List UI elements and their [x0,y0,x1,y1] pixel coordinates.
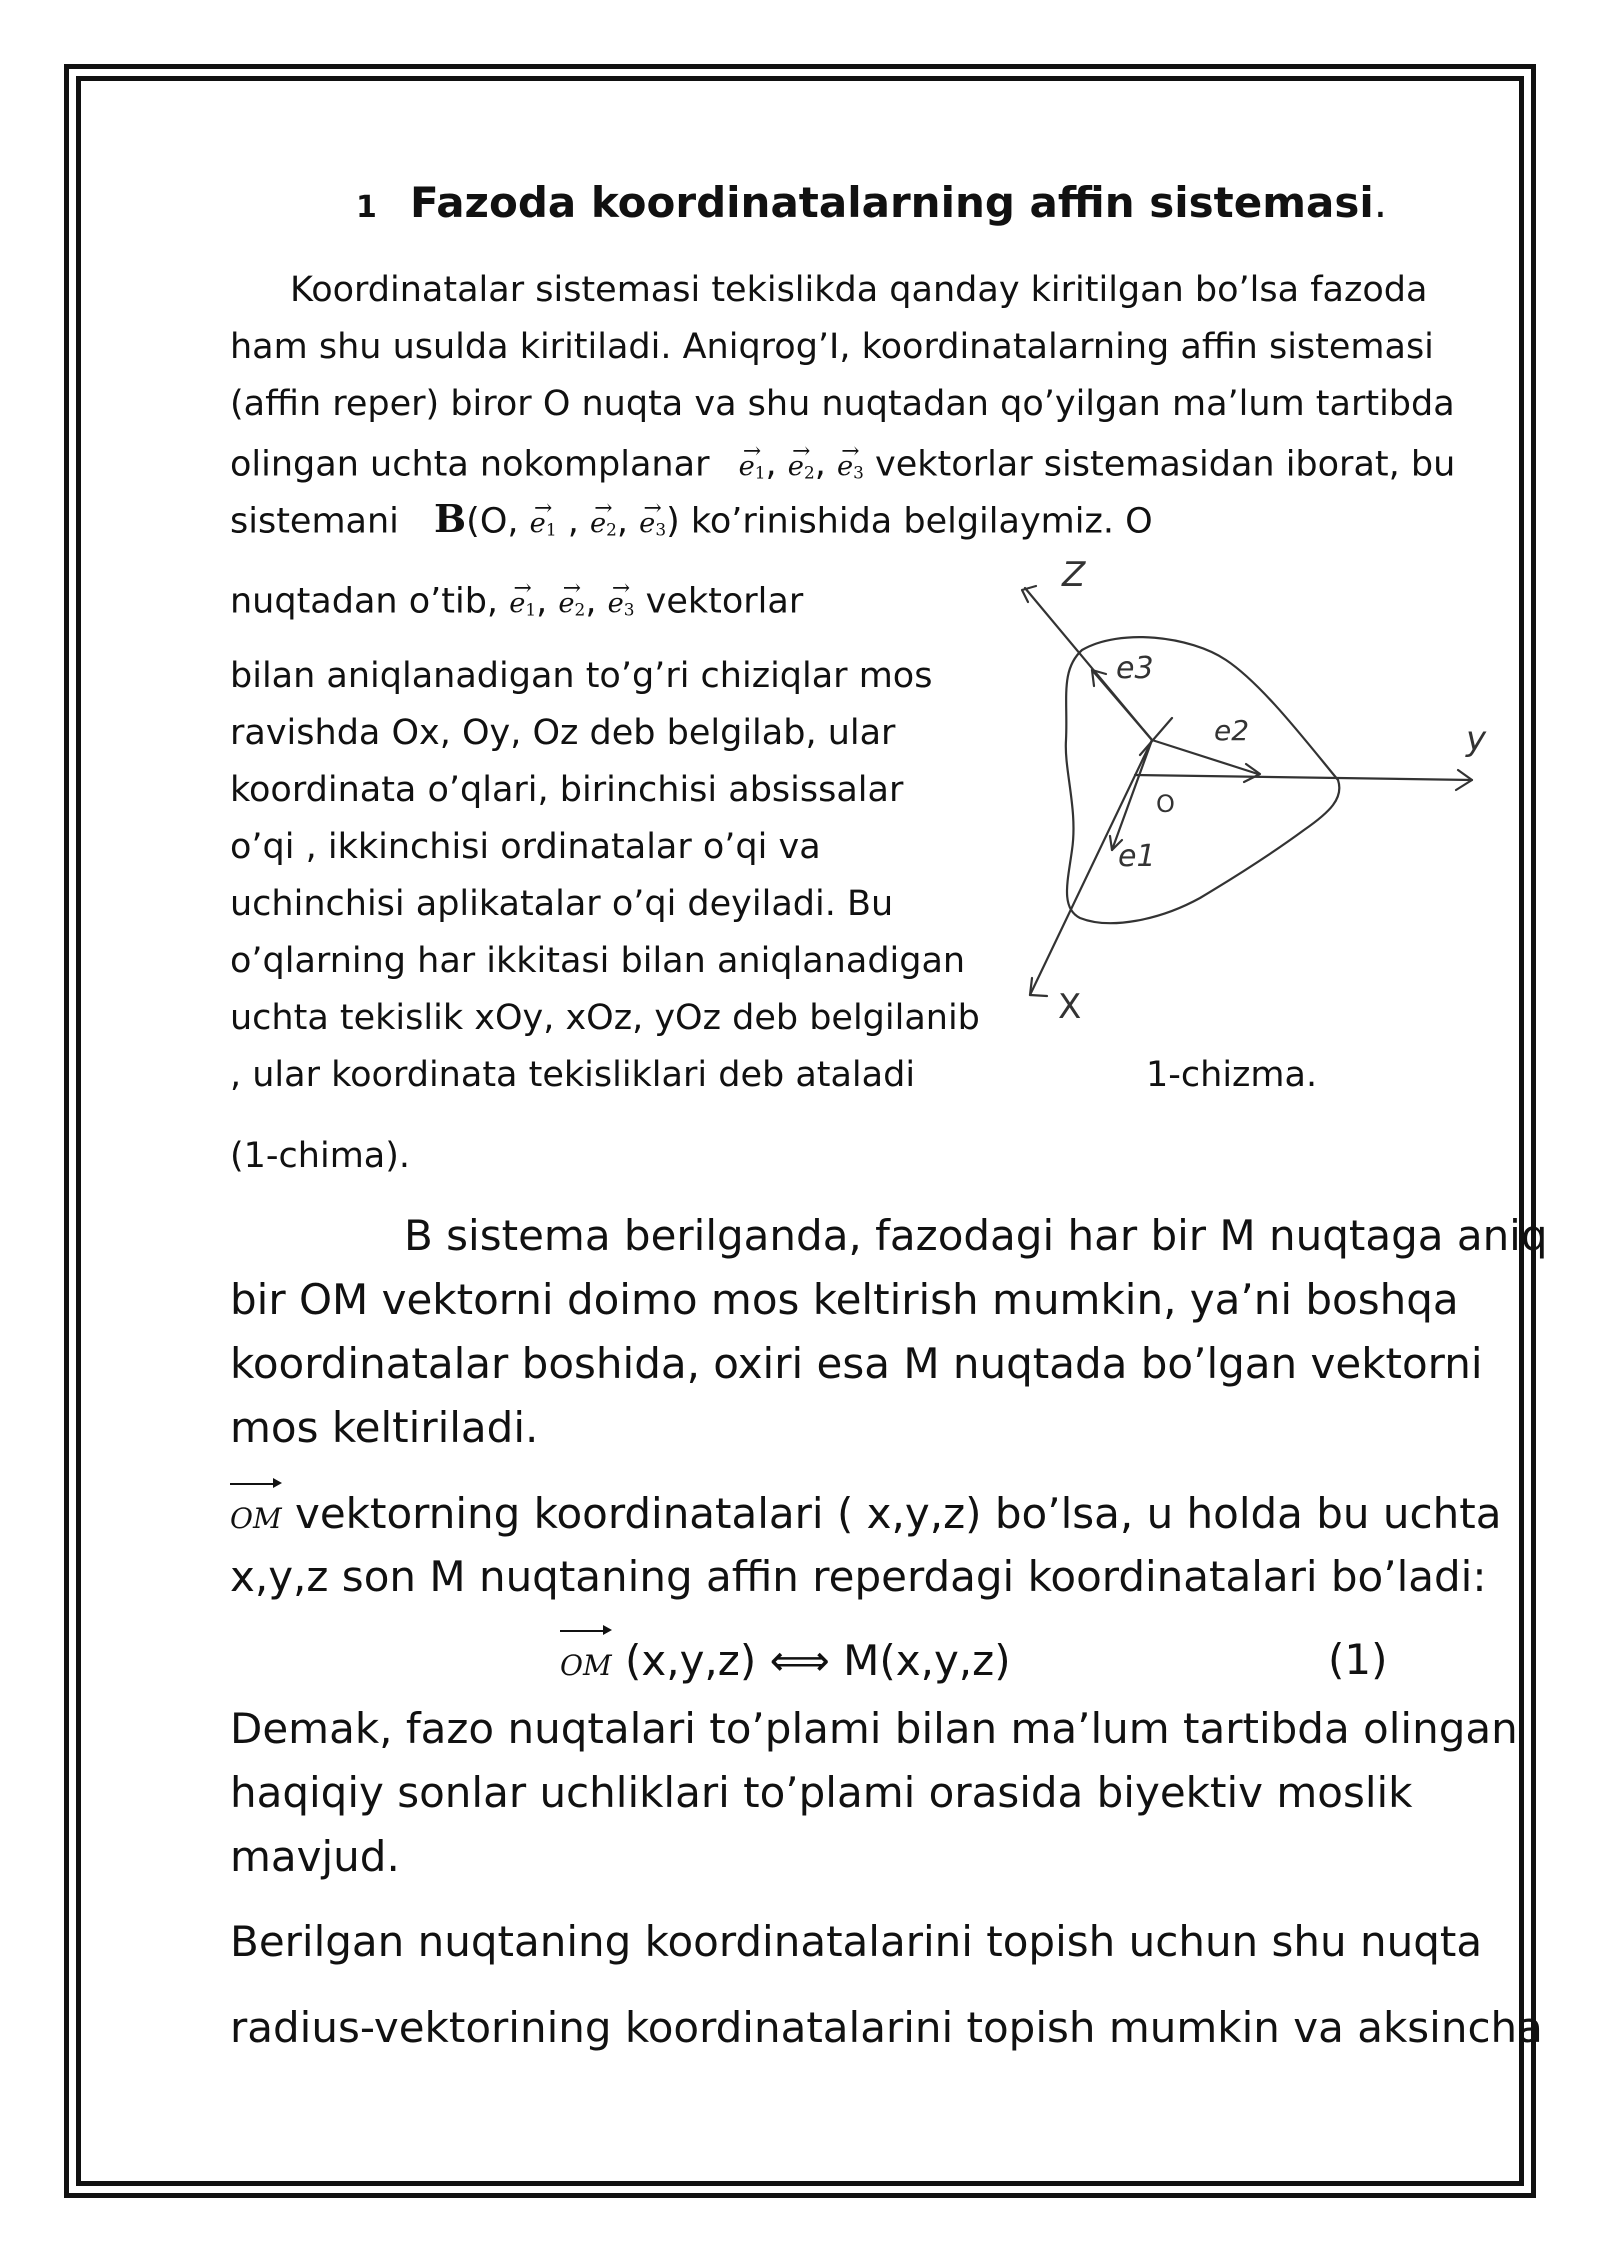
formula-text: (x,y,z) ⟺ M(x,y,z) [624,1636,1011,1685]
para2-line: B sistema berilganda, fazodagi har bir M nuqtaga aniq [404,1211,1548,1260]
para3-line2: x,y,z son M nuqtaning affin reperdagi koordinatalari bo’ladi: [230,1552,1487,1601]
e3-label: e3 [1116,651,1154,686]
para1-line6-end: vektorlar [645,581,804,622]
para2-line: koordinatalar boshida, oxiri esa M nuqtada bo’lgan vektorni [230,1339,1483,1388]
para1-line4-end: vektorlar sistemasidan iborat, bu [875,444,1456,485]
vector-e3: → $e_3$ [837,433,864,502]
formula [560,1628,1011,1698]
z-axis-label: Z [1062,555,1086,595]
e2-label: e2 [1214,714,1250,747]
para2-line: bir OM vektorni doimo mos keltirish mumkin, ya’ni boshqa [230,1275,1459,1324]
y-axis-line [1135,775,1472,780]
para5-line: radius-vektorining koordinatalarini topish mumkin va aksincha [230,2003,1543,2052]
para1-cont-line: bilan aniqlanadigan to’g’ri chiziqlar mos [230,656,933,696]
vector-e3: → $e_3$ [608,570,635,639]
para1-cont-line: koordinata o’qlari, birinchisi absissalar [230,770,904,810]
para1-line2: ham shu usulda kiritiladi. Aniqrog’I, koordinatalarning affin sistemasi [230,327,1434,367]
e1-label: e1 [1118,839,1156,874]
para1-line5: sistemani B(O, → $e_1$ , → $e_2$, → $e_3$) ko’rinishida belgilaymiz. O [230,490,1153,559]
para1-cont-line: o’qi , ikkinchisi ordinatalar o’qi va [230,827,821,867]
figure-caption: 1-chizma. [1146,1055,1318,1095]
y-axis-label: y [1466,719,1487,759]
para1-line5-end: ) ko’rinishida belgilaymiz. O [666,501,1153,542]
origin-cross [1140,718,1172,755]
para1-line6-start: nuqtadan o’tib, [230,581,499,622]
para1-line4: olingan uchta nokomplanar → $e_1$, → $e_2$, → $e_3$ vektorlar sistemasidan iborat, bu [230,433,1455,502]
x-axis-label: X [1058,987,1082,1027]
para4-line: Demak, fazo nuqtalari to’plami bilan ma’lum tartibda olingan [230,1704,1518,1753]
para1-line3: (affin reper) biror O nuqta va shu nuqtadan qo’yilgan ma’lum tartibda [230,384,1455,424]
vector-e2: → $e_2$ [558,570,585,639]
basis-symbol: B [434,496,467,542]
para1-cont-line: o’qlarning har ikkitasi bilan aniqlanadigan [230,941,966,981]
vector-e3: → $e_3$ [639,490,666,559]
section-number: 1 [356,190,377,225]
para1-cont-line: , ular koordinata tekisliklari deb ataladi [230,1055,916,1095]
vector-e1: → $e_1$ [739,433,766,502]
title-period: . [1373,178,1388,227]
origin-label: (O, [466,501,519,542]
x-axis-arrow [1030,978,1047,996]
para1-line1: Koordinatalar sistemasi tekislikda qanday kiritilgan bo’lsa fazoda [290,270,1428,310]
vector-e1: → $e_1$ [509,570,536,639]
coordinate-figure [1000,550,1500,1050]
om-vector-symbol: OM [560,1628,612,1698]
para1-line6: nuqtadan o’tib, → $e_1$, → $e_2$, → $e_3$ vektorlar [230,570,803,639]
para1-cont-line: uchinchisi aplikatalar o’qi deyiladi. Bu [230,884,894,924]
para4-line: mavjud. [230,1832,400,1881]
para3-line1-text: vektorning koordinatalari ( x,y,z) bo’lsa, u holda bu uchta [294,1489,1502,1538]
figure-reference: (1-chima). [230,1136,411,1176]
formula-number: (1) [1328,1635,1388,1684]
origin-label: O [1156,790,1175,818]
vector-e2: → $e_2$ [590,490,617,559]
om-vector-symbol: OM [230,1481,282,1551]
para3-line1 [230,1481,1501,1551]
para2-line: mos keltiriladi. [230,1403,539,1452]
vector-e1: → $e_1$ [530,490,557,559]
para1-cont-line: ravishda Ox, Oy, Oz deb belgilab, ular [230,713,896,753]
figure-outline [1066,637,1340,923]
section-heading [356,178,1387,227]
para5-line: Berilgan nuqtaning koordinatalarini topish uchun shu nuqta [230,1917,1483,1966]
e1-vector [1112,740,1152,850]
vector-e2: → $e_2$ [788,433,815,502]
para1-cont-line: uchta tekislik xOy, xOz, yOz deb belgilanib [230,998,980,1038]
section-title: Fazoda koordinatalarning affin sistemasi [409,178,1374,227]
para1-line5-start: sistemani [230,501,399,542]
para4-line: haqiqiy sonlar uchliklari to’plami orasida biyektiv moslik [230,1768,1413,1817]
para1-line4-start: olingan uchta nokomplanar [230,444,710,485]
